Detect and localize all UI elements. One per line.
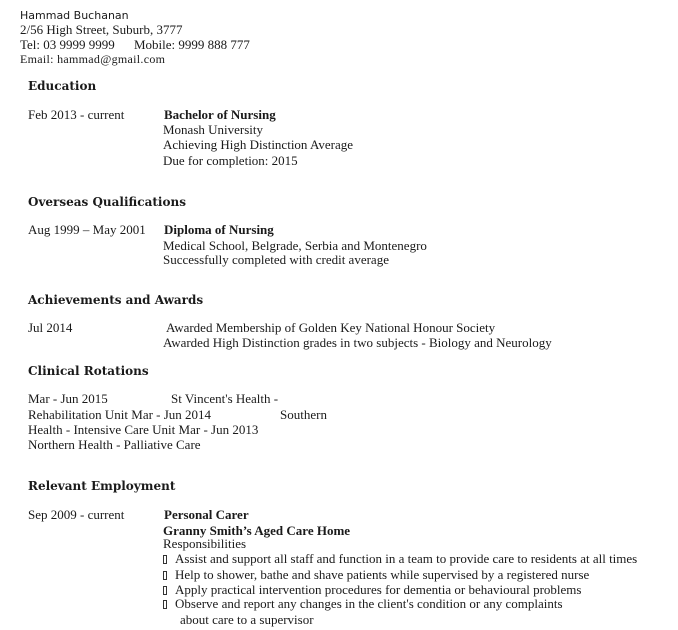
section-heading-achievements: Achievements and Awards	[28, 293, 204, 307]
section-heading-overseas: Overseas Qualifications	[28, 195, 186, 209]
overseas-line: Successfully completed with credit average	[163, 252, 389, 267]
clinical-text: St Vincent's Health -	[171, 391, 279, 406]
overseas-degree: Diploma of Nursing	[164, 222, 274, 237]
contact-email: Email: hammad@gmail.com	[20, 52, 166, 66]
clinical-date: Mar - Jun 2015	[28, 391, 108, 406]
achievements-date: Jul 2014	[28, 320, 73, 335]
achievement-line: Awarded Membership of Golden Key National Honour Society	[166, 320, 496, 335]
employment-date: Sep 2009 - current	[28, 507, 125, 522]
responsibility-text: Assist and support all staff and function in a team to provide care to residents at all times	[175, 551, 638, 566]
bullet-icon	[163, 555, 167, 564]
achievement-line: Awarded High Distinction grades in two subjects - Biology and Neurology	[163, 335, 552, 350]
responsibility-text: Apply practical intervention procedures for dementia or behavioural problems	[175, 582, 582, 597]
clinical-text: Southern	[280, 407, 327, 422]
bullet-icon	[163, 586, 167, 595]
responsibility-item	[163, 567, 589, 583]
bullet-icon	[163, 600, 167, 609]
employment-title: Personal Carer	[164, 507, 249, 522]
section-heading-employment: Relevant Employment	[28, 479, 176, 493]
contact-phone: Tel: 03 9999 9999	[20, 37, 115, 52]
contact-mobile: Mobile: 9999 888 777	[134, 37, 250, 52]
overseas-line: Medical School, Belgrade, Serbia and Montenegro	[163, 238, 427, 253]
responsibility-item	[163, 596, 563, 612]
clinical-text: Northern Health - Palliative Care	[28, 437, 201, 452]
clinical-text: Health - Intensive Care Unit Mar - Jun 2013	[28, 422, 259, 437]
employment-subheading: Responsibilities	[163, 536, 247, 551]
education-date: Feb 2013 - current	[28, 107, 125, 122]
education-line: Due for completion: 2015	[163, 153, 298, 168]
section-heading-education: Education	[28, 79, 97, 93]
education-line: Monash University	[163, 122, 264, 137]
contact-name: Hammad Buchanan	[20, 9, 129, 22]
education-degree: Bachelor of Nursing	[164, 107, 276, 122]
responsibility-text: Help to shower, bathe and shave patients while supervised by a registered nurse	[175, 567, 590, 582]
employment-employer: Granny Smith’s Aged Care Home	[163, 523, 351, 538]
responsibility-continuation: about care to a supervisor	[180, 612, 314, 627]
section-heading-clinical: Clinical Rotations	[28, 364, 149, 378]
education-line: Achieving High Distinction Average	[163, 137, 354, 152]
contact-address: 2/56 High Street, Suburb, 3777	[20, 22, 183, 37]
clinical-text: Rehabilitation Unit Mar - Jun 2014	[28, 407, 212, 422]
bullet-icon	[163, 571, 167, 580]
responsibility-text: Observe and report any changes in the client's condition or any complaints	[175, 596, 563, 611]
responsibility-item	[163, 551, 637, 567]
overseas-date: Aug 1999 – May 2001	[28, 222, 146, 237]
